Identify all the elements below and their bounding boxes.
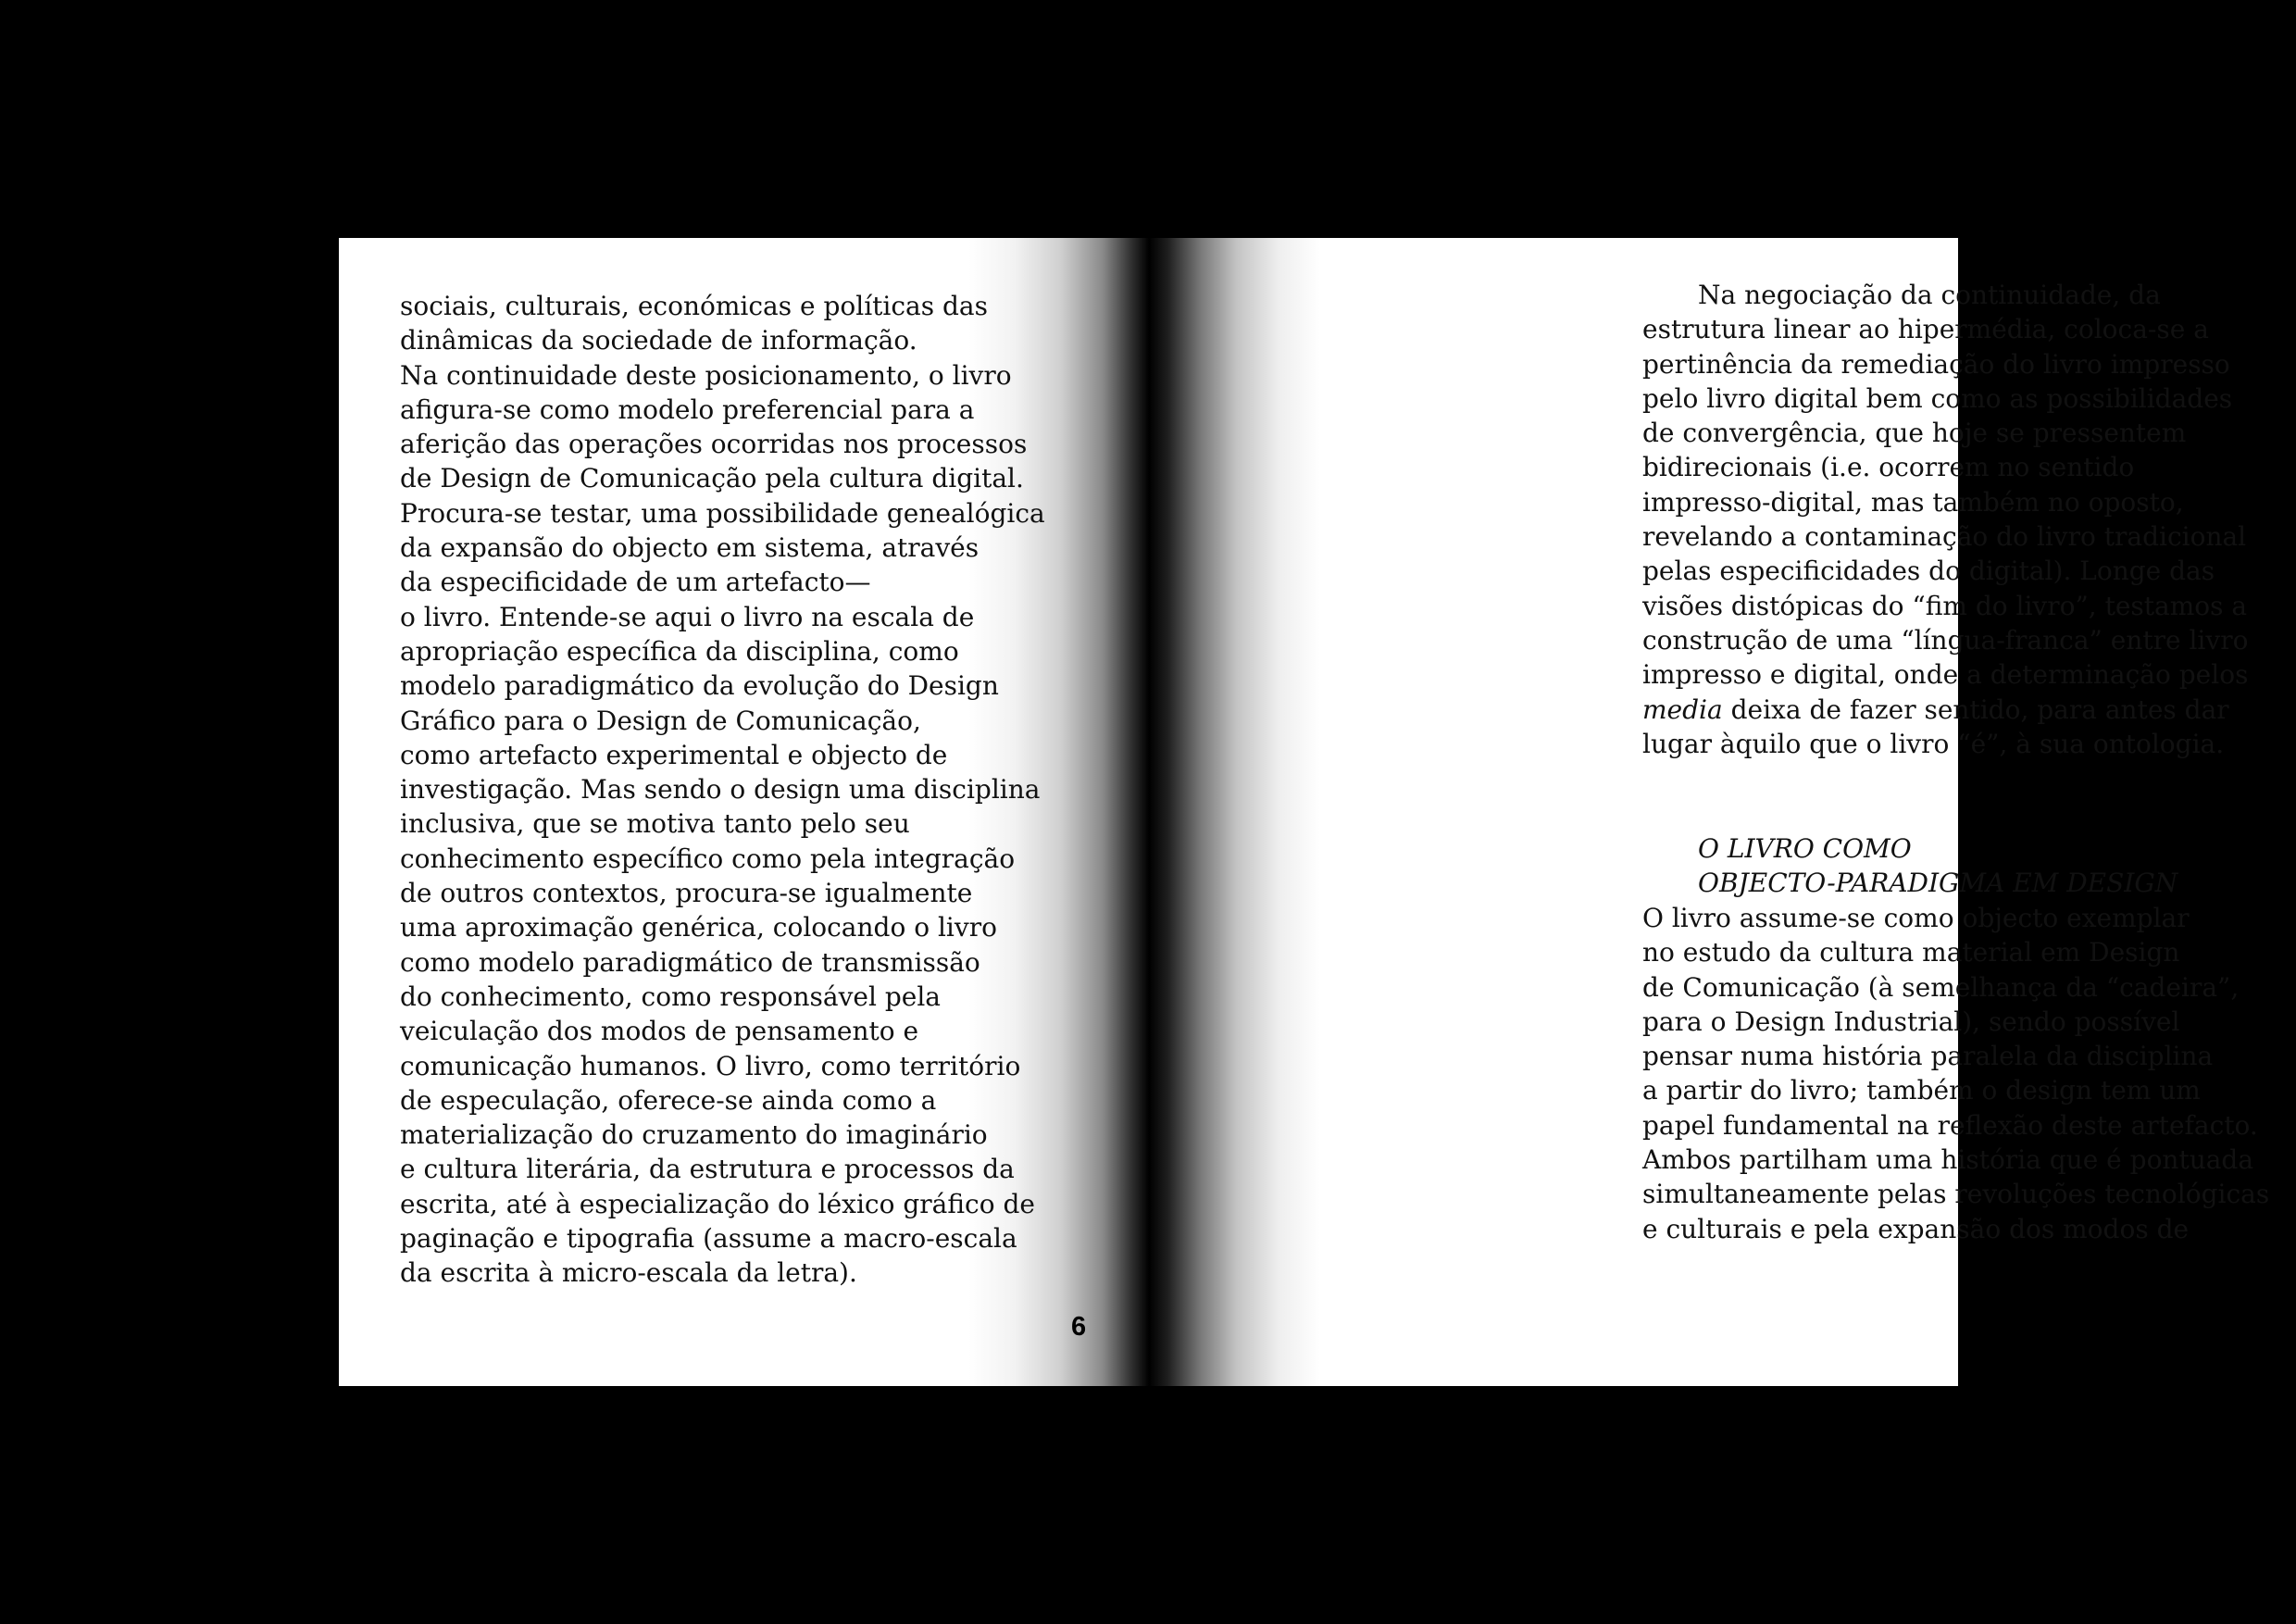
text-line <box>1642 693 2248 727</box>
text-line: investigação. Mas sendo o design uma disciplina <box>400 774 1041 806</box>
text-line: uma aproximação genérica, colocando o livro <box>400 912 997 943</box>
text-line: de outros contextos, procura-se igualmente <box>400 878 973 909</box>
text-line: sociais, culturais, económicas e políticas das <box>400 291 988 321</box>
text-line: Gráfico para o Design de Comunicação, <box>400 705 921 736</box>
text-line: bidirecionais (i.e. ocorrem no sentido <box>1642 452 2135 483</box>
text-line: e culturais e pela expansão dos modos de <box>1642 1213 2190 1244</box>
text-line: visões distópicas do “fim do livro”, testamos a <box>1642 590 2248 621</box>
text-line: Na continuidade deste posicionamento, o livro <box>400 359 1012 391</box>
text-line: de convergência, que hoje se pressentem <box>1642 418 2187 449</box>
text-line: impresso-digital, mas também no oposto, <box>1642 486 2184 518</box>
right-body-text-2 <box>1642 901 2269 1246</box>
text-line: como artefacto experimental e objecto de <box>400 739 948 770</box>
text-line: veiculação dos modos de pensamento e <box>400 1016 919 1047</box>
text-line: da expansão do objecto em sistema, através <box>400 532 980 564</box>
text-line: e cultura literária, da estrutura e processos da <box>400 1154 1015 1185</box>
text-line: comunicação humanos. O livro, como território <box>400 1050 1021 1081</box>
text-line: da escrita à micro-escala da letra). <box>400 1257 857 1289</box>
text-line: como modelo paradigmático de transmissão <box>400 946 980 978</box>
text-fragment: deixa de fazer sentido, para antes dar <box>1722 693 2229 725</box>
text-line: O livro assume-se como objecto exemplar <box>1642 903 2190 933</box>
page-number-left: 6 <box>1071 1312 1087 1342</box>
text-line: de Design de Comunicação pela cultura digital. <box>400 463 1024 494</box>
text-line: Na negociação da continuidade, da <box>1698 280 2161 310</box>
text-line: a partir do livro; também o design tem um <box>1642 1075 2201 1106</box>
text-line: simultaneamente pelas revoluções tecnológicas <box>1642 1179 2270 1210</box>
text-line: paginação e tipografia (assume a macro-escala <box>400 1223 1017 1255</box>
heading-line: O LIVRO COMO <box>1698 833 1912 864</box>
text-line: de especulação, oferece-se ainda como a <box>400 1084 937 1116</box>
text-line: modelo paradigmático da evolução do Design <box>400 670 999 702</box>
text-line: do conhecimento, como responsável pela <box>400 981 941 1012</box>
text-line: pelas especificidades do digital). Longe das <box>1642 556 2215 587</box>
right-body-text-1 <box>1642 278 2248 761</box>
text-line: materialização do cruzamento do imaginário <box>400 1119 988 1151</box>
section-heading <box>1698 831 2177 901</box>
text-line: da especificidade de um artefacto— <box>400 567 871 598</box>
text-line: para o Design Industrial), sendo possível <box>1642 1006 2180 1037</box>
text-line: o livro. Entende-se aqui o livro na escala de <box>400 601 975 632</box>
text-line: lugar àquilo que o livro “é”, à sua ontologia. <box>1642 728 2225 759</box>
text-line: no estudo da cultura material em Design <box>1642 937 2180 968</box>
text-line: pelo livro digital bem como as possibilidades <box>1642 382 2233 414</box>
text-line: de Comunicação (à semelhança da “cadeira”, <box>1642 971 2240 1003</box>
text-line: inclusiva, que se motiva tanto pelo seu <box>400 808 910 840</box>
text-line: Ambos partilham uma história que é pontuada <box>1642 1144 2254 1176</box>
right-page <box>1149 238 2270 1386</box>
text-line: conhecimento específico como pela integração <box>400 843 1016 874</box>
text-line: Procura-se testar, uma possibilidade genealógica <box>400 497 1045 529</box>
text-line: revelando a contaminação do livro tradicional <box>1642 521 2247 553</box>
left-body-text <box>400 289 1045 1291</box>
text-line: afigura-se como modelo preferencial para a <box>400 394 975 425</box>
text-line: aferição das operações ocorridas nos processos <box>400 429 1028 460</box>
left-page <box>339 238 1149 1386</box>
italic-media: media <box>1642 693 1723 725</box>
text-line: construção de uma “língua-franca” entre livro <box>1642 624 2249 656</box>
text-line: pensar numa história paralela da disciplina <box>1642 1041 2214 1072</box>
book-spread <box>339 238 2270 1386</box>
text-line: escrita, até à especialização do léxico gráfico de <box>400 1188 1035 1219</box>
text-line: impresso e digital, onde a determinação pelos <box>1642 659 2249 691</box>
text-line: pertinência da remediação do livro impresso <box>1642 348 2230 380</box>
heading-line: OBJECTO-PARADIGMA EM DESIGN <box>1698 868 2178 899</box>
text-line: papel fundamental na reflexão deste artefacto. <box>1642 1109 2258 1141</box>
text-line: apropriação específica da disciplina, como <box>400 635 959 667</box>
text-line: dinâmicas da sociedade de informação. <box>400 325 917 356</box>
text-line: estrutura linear ao hipermédia, coloca-se a <box>1642 314 2209 345</box>
page-number-right: 7 <box>2015 1312 2031 1342</box>
